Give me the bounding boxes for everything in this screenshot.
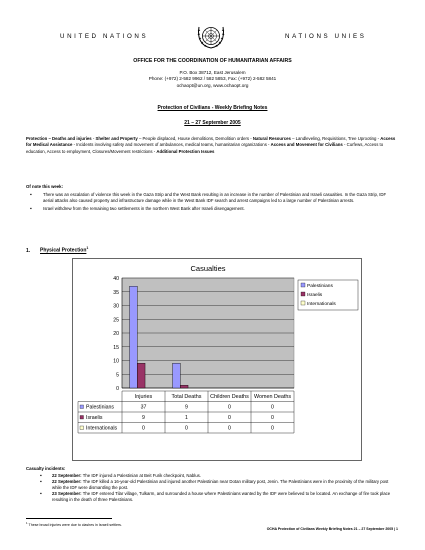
header-nations-unies: NATIONS UNIES [285, 33, 367, 40]
table-row-label: Internationals [86, 425, 118, 432]
table-cell-value: 0 [271, 425, 274, 432]
y-tick-label: 40 [113, 276, 119, 282]
footnote-text: These broad injuries were due to clashes in Israeli settlers. [27, 523, 122, 528]
topic-protection: Protection – Deaths and injuries [26, 136, 92, 141]
incident-text: The IDF injured a Palestinian at Beit Furik checkpoint, Nablus. [81, 473, 201, 478]
table-swatch [80, 426, 84, 430]
topic-natural-resources: Natural Resources [252, 136, 291, 141]
casualty-incidents-label: Casualty incidents: [26, 466, 66, 471]
topic-sep: - Curfews, Access to education, Access to employment, Closures/Movement restrictions - [26, 142, 384, 154]
incident-text: The IDF entered Tilar village, Tulkarm, and surrounded a house where Palestinians wanted by the IDF were believed to be located. An exchange of fire took place resulting in the death of three Palestinians. [52, 491, 391, 503]
main-points-list [26, 192, 396, 213]
table-column-header: Children Deaths [210, 394, 249, 400]
incident-item [26, 479, 398, 491]
table-swatch [80, 416, 84, 420]
page-footer: OCHA Protection of Civilians Weekly Briefing Notes 21 – 27 September 2005 | 1 [266, 527, 398, 531]
table-cell-value: 0 [142, 425, 145, 432]
table-cell-value: 9 [142, 415, 145, 421]
office-name: OFFICE FOR THE COORDINATION OF HUMANITARIAN AFFAIRS [133, 58, 292, 64]
table-cell-value: 9 [185, 404, 188, 411]
table-column-header: Injuries [134, 394, 153, 400]
legend-label: Palestinians [307, 283, 333, 289]
topics-paragraph [26, 136, 402, 155]
web-line: ochaopt@un.org, www.ochaopt.org [176, 82, 249, 88]
topic-medical-access: Access for Medical Assistance [26, 136, 396, 148]
phone-line: Phone: (+972) 2-582 9962 / 582 5853, Fax: (+972) 2-582 5841 [148, 76, 277, 82]
legend-swatch [301, 292, 305, 296]
incident-text: The IDF killed a 16-year-old Palestinian and injured another Palestinian near Dotan military post, Jenin. The Palestinians were in the proximity of the military post while the IDF were dismantling the post. [52, 479, 389, 491]
incident-item [26, 491, 398, 503]
topic-sep: - Incidents involving safety and movement of ambulances, medical teams, humanitarian organizations - [72, 142, 271, 148]
table-column-header: Women Deaths [253, 394, 292, 400]
table-cell-value: 0 [271, 404, 274, 411]
document-title: Protection of Civilians - Weekly Briefing Notes [157, 105, 268, 111]
legend-swatch [301, 301, 305, 305]
bar [137, 363, 145, 388]
casualties-chart [72, 258, 362, 461]
bar [173, 363, 181, 388]
table-row-label: Palestinians [86, 404, 114, 411]
topic-civilian-access: Access and Movement for Civilians [270, 142, 343, 148]
y-tick-label: 20 [113, 331, 119, 337]
bar [130, 286, 138, 388]
footnote-mark: 1 [26, 521, 28, 525]
footnote-rule [26, 518, 112, 519]
table-cell-value: 0 [271, 415, 274, 421]
header-united-nations: UNITED NATIONS [60, 33, 149, 40]
topic-shelter: Shelter and Property [95, 136, 138, 141]
section-heading [26, 246, 88, 254]
incident-list [26, 473, 398, 503]
y-tick-label: 5 [116, 372, 119, 379]
address-block [0, 70, 425, 89]
main-point-item: ▪ There was an escalation of violence this week in the Gaza Strip and the West Bank resulting in an increase in the number of Palestinian and Israeli casualties. In the Gaza Strip, IDF aerial attacks also caused property and infrastructure damage while in the West Bank IDF search and arrest campaigns led to a large number of Palestinian arrests. [26, 192, 396, 205]
table-cell-value: 0 [185, 425, 188, 432]
bar [180, 385, 188, 388]
topic-sep: – Landleveling, Requisitions, Tree Uprooting - [290, 136, 381, 141]
table-swatch [80, 405, 84, 409]
y-tick-label: 0 [116, 386, 119, 392]
legend-swatch [301, 283, 305, 287]
date-range: 21 – 27 September 2005 [184, 120, 241, 126]
topic-additional: Additional Protection Issues [156, 148, 215, 154]
table-cell-value: 0 [228, 425, 231, 432]
table-column-header: Total Deaths [171, 394, 202, 400]
incident-date: 22 September: [52, 473, 82, 478]
section-footnote-mark: 1 [86, 246, 89, 250]
table-row-label: Israelis [86, 415, 103, 421]
incident-date: 23 September: [52, 491, 82, 497]
topic-sep: – People displaced, House demolitions, Demolition orders - [137, 136, 253, 141]
table-cell-value: 0 [228, 415, 231, 421]
legend-label: Internationals [307, 301, 336, 307]
un-emblem-icon [193, 18, 229, 54]
y-tick-label: 10 [113, 358, 119, 365]
legend-label: Israelis [307, 292, 323, 298]
chart-title: Casualties [190, 264, 226, 273]
topic-sep: - [91, 136, 96, 141]
main-point-item: ▪ Israel withdrew from the remaining two settlements in the northern West Bank after Israeli disengagement. [26, 206, 396, 212]
table-cell-value: 1 [185, 415, 188, 421]
y-tick-label: 30 [113, 303, 119, 310]
main-points-label: Of note this week: [26, 184, 64, 189]
y-tick-label: 25 [113, 317, 119, 324]
section-label: Physical Protection [40, 247, 87, 254]
y-tick-label: 35 [113, 289, 119, 296]
casualties-chart-svg [72, 258, 362, 461]
section-number: 1. [26, 247, 31, 254]
table-cell-value: 37 [140, 404, 147, 411]
address-line: P.O. Box 38712, East Jerusalem [179, 70, 246, 75]
table-cell-value: 0 [228, 404, 231, 411]
y-tick-label: 15 [113, 344, 119, 351]
incident-date: 22 September: [52, 479, 82, 485]
